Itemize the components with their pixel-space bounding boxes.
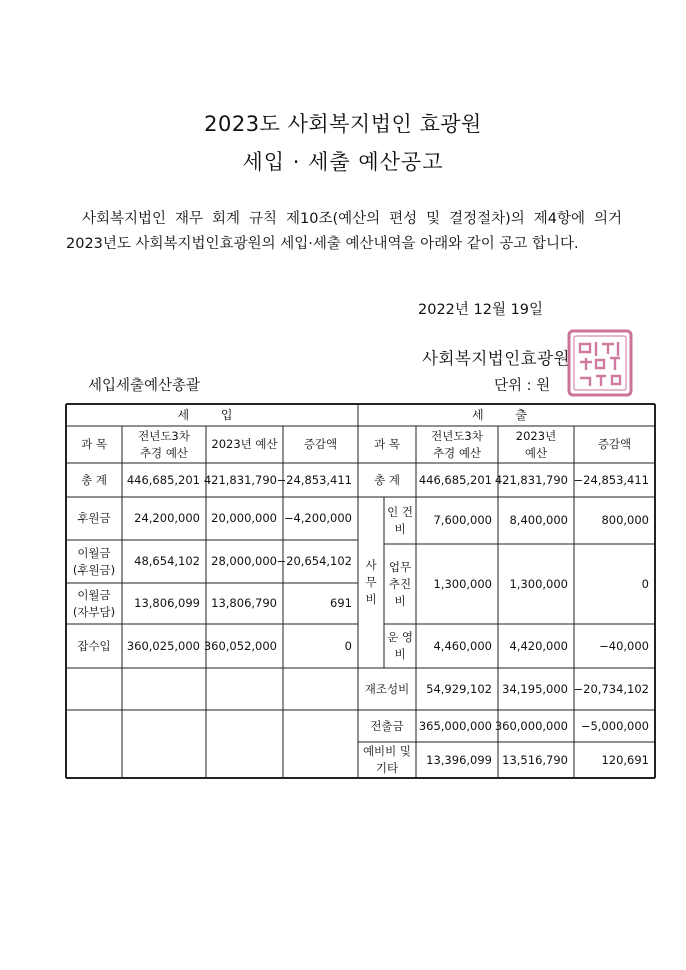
- exp-sub-item-line: 인 건: [387, 504, 413, 519]
- exp-sub-prev: 7,600,000: [433, 513, 492, 527]
- rev-col-diff: 증감액: [303, 437, 338, 451]
- unit-label: 단위 : 원: [494, 378, 551, 394]
- rev-row-item: [66, 583, 122, 624]
- rev-row-item: [66, 540, 122, 583]
- exp-sub-budget: 4,420,000: [509, 638, 568, 653]
- exp-sub-item-line: 비: [394, 593, 406, 608]
- exp-sub-item: [384, 497, 416, 544]
- rev-row-item: 후원금: [77, 511, 111, 525]
- rev-row-diff: −4,200,000: [283, 511, 352, 525]
- exp-sub-diff: −40,000: [599, 638, 649, 653]
- rev-row-item-line1: 이월금: [77, 545, 111, 560]
- rev-col-prev-line1: 전년도3차: [138, 428, 190, 443]
- rev-row-budget: 360,052,000: [203, 638, 277, 653]
- exp-row-item-line: 예비비 및: [362, 744, 412, 758]
- rev-row-item-line2: (자부담): [72, 604, 116, 619]
- exp-row-budget: 360,000,000: [494, 718, 568, 733]
- rev-row-prev: 446,685,201: [126, 472, 200, 487]
- exp-sub-diff: 800,000: [601, 513, 649, 527]
- organization-name: 사회복지법인효광원: [422, 349, 570, 368]
- rev-row-prev: 48,654,102: [134, 554, 200, 568]
- exp-row-item: 재조성비: [364, 681, 410, 696]
- exp-row-prev: 54,929,102: [426, 681, 492, 696]
- rev-row-budget: 421,831,790: [203, 472, 277, 487]
- intro-paragraph: [66, 207, 622, 257]
- exp-sub-item: [384, 624, 416, 668]
- exp-row-budget: 34,195,000: [502, 681, 568, 696]
- rev-row-item: 총 계: [81, 472, 107, 487]
- exp-group-label: [358, 497, 384, 668]
- revenue-header: 세 입: [177, 407, 247, 422]
- exp-sub-budget: 8,400,000: [509, 513, 568, 527]
- rev-col-budget: 2023년 예산: [211, 437, 278, 451]
- exp-col-budget-line1: 2023년: [515, 428, 557, 443]
- rev-row-item-line1: 이월금: [77, 587, 111, 602]
- exp-sub-prev: 1,300,000: [433, 576, 492, 591]
- rev-row-budget: 13,806,790: [211, 596, 277, 610]
- exp-sub-item-line: 추진: [388, 576, 412, 591]
- exp-sub-diff: 0: [641, 576, 649, 591]
- document-subtitle: 세입 · 세출 예산공고: [242, 150, 444, 174]
- exp-row-prev: 13,396,099: [426, 752, 492, 767]
- exp-row-prev: 446,685,201: [418, 472, 492, 487]
- exp-col-budget: [498, 426, 574, 463]
- exp-sub-item: [384, 544, 416, 624]
- rev-row-budget: 28,000,000: [211, 554, 277, 568]
- exp-row-diff: −5,000,000: [580, 718, 649, 733]
- official-seal: [566, 328, 634, 398]
- announcement-date: 2022년 12월 19일: [418, 302, 544, 318]
- exp-row-diff: 120,691: [601, 752, 649, 767]
- exp-col-diff: 증감액: [597, 437, 632, 451]
- rev-row-diff: 0: [344, 638, 352, 653]
- rev-col-item: 과 목: [81, 437, 107, 451]
- exp-sub-item-line: 업무: [388, 559, 412, 574]
- exp-sub-item-line: 비: [394, 647, 406, 661]
- exp-col-prev-line2: 추경 예산: [432, 445, 482, 460]
- exp-sub-budget: 1,300,000: [509, 576, 568, 591]
- exp-row-item: 총 계: [374, 472, 400, 487]
- exp-sub-item-line: 운 영: [387, 630, 413, 644]
- summary-title: 세입세출예산총괄: [88, 378, 201, 394]
- exp-row-diff: −20,734,102: [573, 681, 649, 696]
- rev-row-prev: 13,806,099: [134, 596, 200, 610]
- exp-group-char: 비: [365, 592, 377, 606]
- exp-col-prev-line1: 전년도3차: [431, 428, 483, 443]
- expense-header: 세 출: [472, 407, 541, 422]
- rev-row-prev: 360,025,000: [126, 638, 200, 653]
- intro-text: 사회복지법인 재무 회계 규칙 제10조(예산의 편성 및 결정절차)의 제4항에 의거 2023년도 사회복지법인효광원의 세입·세출 예산내역을 아래와 같이 공고 합니다.: [66, 211, 622, 252]
- exp-row-budget: 13,516,790: [502, 752, 568, 767]
- rev-row-diff: −24,853,411: [276, 472, 352, 487]
- exp-group-char: 무: [365, 575, 377, 589]
- rev-row-prev: 24,200,000: [134, 511, 200, 525]
- document-title: 2023도 사회복지법인 효광원: [204, 112, 482, 136]
- exp-sub-prev: 4,460,000: [433, 638, 492, 653]
- exp-group-char: 사: [365, 558, 377, 572]
- exp-sub-item-line: 비: [394, 521, 406, 536]
- exp-row-budget: 421,831,790: [494, 472, 568, 487]
- rev-row-item-line2: (후원금): [72, 562, 116, 577]
- rev-col-prev: [122, 426, 206, 463]
- exp-col-item: 과 목: [374, 437, 400, 451]
- rev-row-item: 잡수입: [77, 638, 111, 653]
- exp-row-item: [358, 742, 416, 778]
- rev-col-prev-line2: 추경 예산: [139, 445, 189, 460]
- exp-row-item: 전출금: [370, 718, 404, 733]
- exp-row-diff: −24,853,411: [573, 472, 649, 487]
- exp-col-budget-line2: 예산: [524, 445, 548, 460]
- exp-col-prev: [416, 426, 498, 463]
- rev-row-budget: 20,000,000: [211, 511, 277, 525]
- rev-row-diff: 691: [330, 596, 352, 610]
- exp-row-item-line: 기타: [375, 761, 399, 775]
- exp-row-prev: 365,000,000: [418, 718, 492, 733]
- rev-row-diff: −20,654,102: [276, 554, 352, 568]
